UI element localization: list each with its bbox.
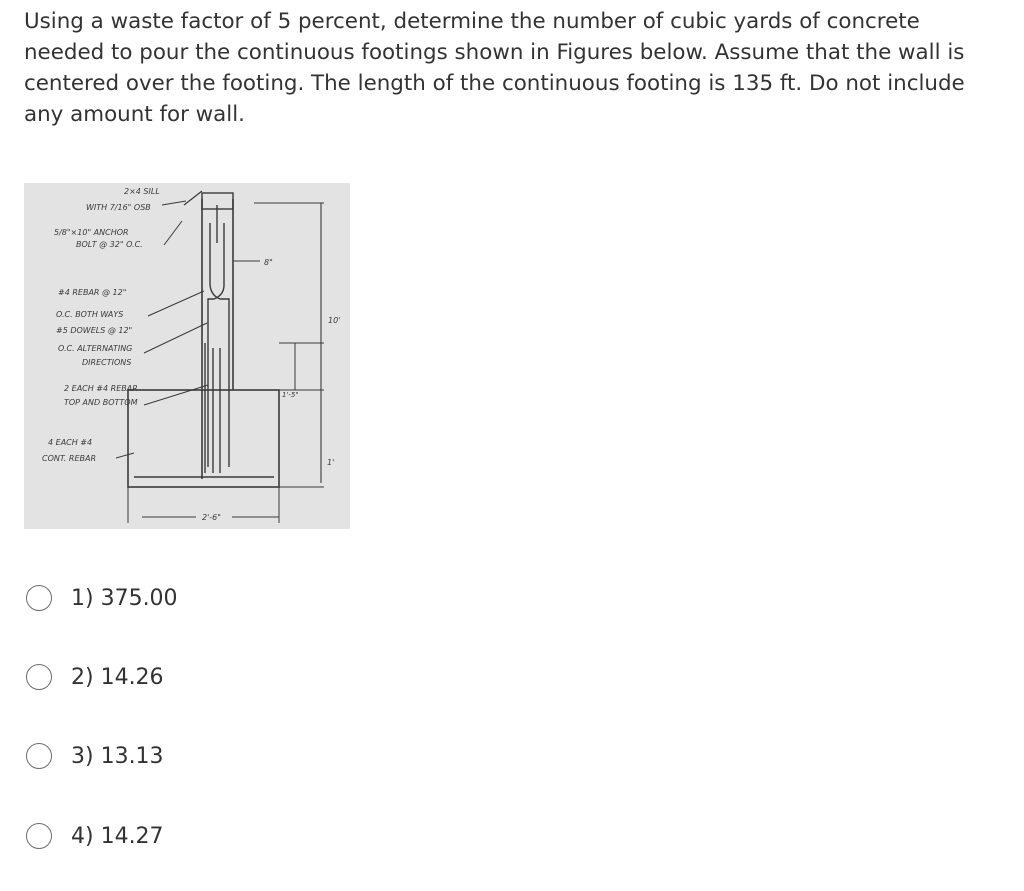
label-cont-1: 4 EACH #4 xyxy=(48,438,93,447)
option-4[interactable] xyxy=(26,818,164,854)
footing-outline xyxy=(128,390,279,487)
option-4-label: 4) 14.27 xyxy=(71,823,164,849)
label-tb-2: TOP AND BOTTOM xyxy=(64,398,138,407)
label-sill-top: 2×4 SILL xyxy=(124,187,160,196)
label-sill: WITH 7/16" OSB xyxy=(86,203,151,212)
leader-sill xyxy=(162,201,186,205)
label-cont-2: CONT. REBAR xyxy=(42,454,97,463)
leader-cont xyxy=(116,453,134,458)
option-2-radio[interactable] xyxy=(26,664,52,690)
label-dowel-1: #5 DOWELS @ 12" xyxy=(56,326,133,335)
option-3-label: 3) 13.13 xyxy=(71,743,164,769)
option-1-label: 1) 375.00 xyxy=(71,585,178,611)
label-dim-width: 2'-6" xyxy=(202,513,221,522)
option-3[interactable] xyxy=(26,738,164,774)
option-4-radio[interactable] xyxy=(26,823,52,849)
label-rebar1-1: #4 REBAR @ 12" xyxy=(58,288,127,297)
label-rebar1-2: O.C. BOTH WAYS xyxy=(56,310,124,319)
label-dim-upper: 1'-5" xyxy=(282,391,299,399)
leader-anchor xyxy=(164,221,182,245)
option-3-radio[interactable] xyxy=(26,743,52,769)
option-2[interactable] xyxy=(26,659,164,695)
label-dim-height: 10' xyxy=(328,316,341,325)
sill-top-line xyxy=(184,191,202,205)
label-tb-1: 2 EACH #4 REBAR xyxy=(64,384,138,393)
leader-tb xyxy=(144,385,208,405)
option-2-label: 2) 14.26 xyxy=(71,664,164,690)
label-anchor-2: BOLT @ 32" O.C. xyxy=(76,240,143,249)
option-1[interactable] xyxy=(26,580,178,616)
label-dim-footing: 1' xyxy=(327,458,335,467)
label-dowel-3: DIRECTIONS xyxy=(82,358,132,367)
footing-section-figure xyxy=(24,183,350,529)
label-anchor-1: 5/8"×10" ANCHOR xyxy=(54,228,129,237)
footing-section-drawing xyxy=(24,183,350,529)
leader-dowels xyxy=(144,323,207,353)
label-dowel-2: O.C. ALTERNATING xyxy=(58,344,133,353)
option-1-radio[interactable] xyxy=(26,585,52,611)
question-text: Using a waste factor of 5 percent, determine the number of cubic yards of concrete needed to pour the continuous footings shown in Figures below. Assume that the wall is centered over the footing. The length of the continuous footing is 135 ft. Do not include any amount for wall. xyxy=(24,9,965,127)
label-dim-wall: 8" xyxy=(264,258,273,267)
leader-rebar xyxy=(148,291,204,316)
